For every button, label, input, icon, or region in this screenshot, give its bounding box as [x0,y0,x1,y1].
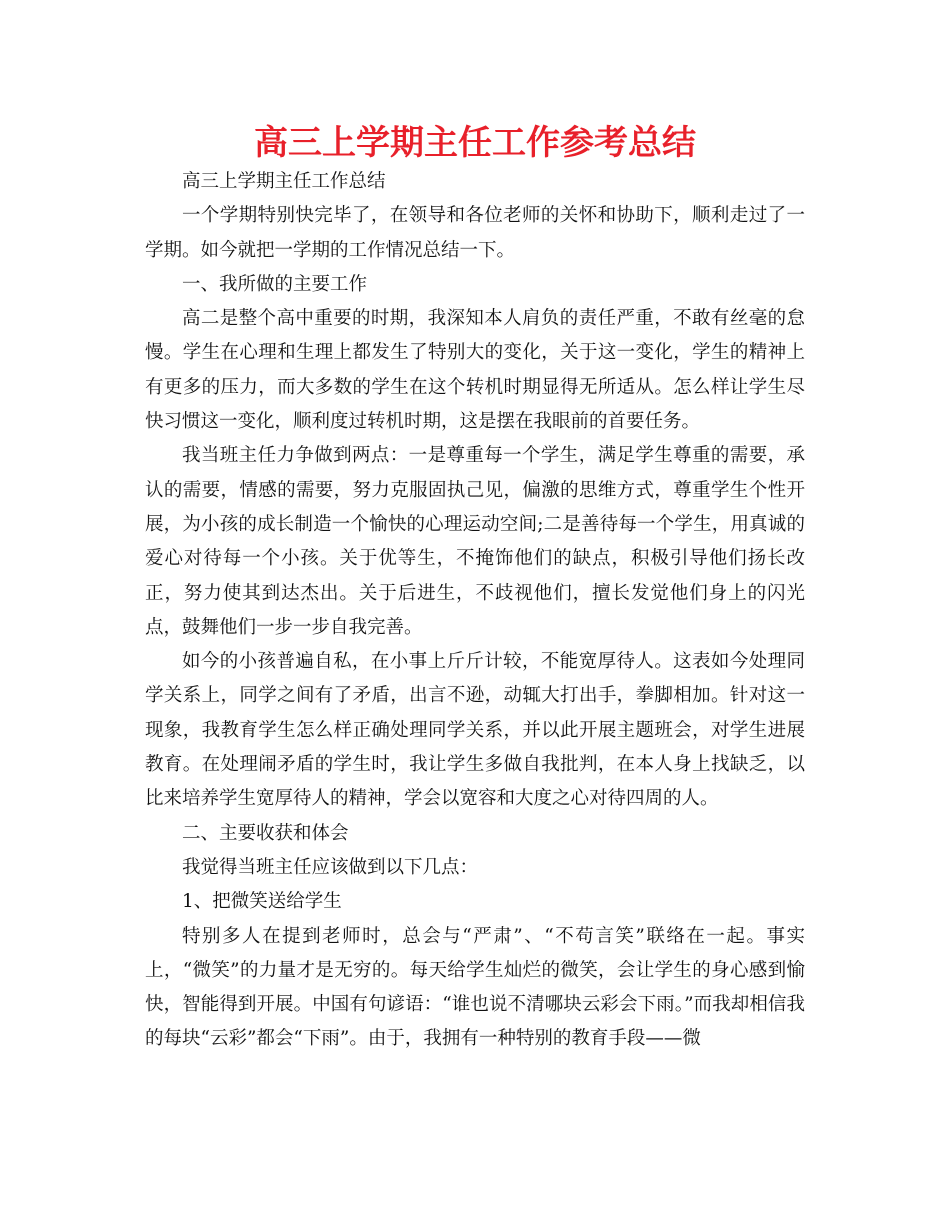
paragraph: 我当班主任力争做到两点：一是尊重每一个学生，满足学生尊重的需要，承认的需要，情感的需要，努力克服固执己见，偏激的思维方式，尊重学生个性开展，为小孩的成长制造一个愉快的心理运动空间;二是善待每一个学生，用真诚的爱心对待每一个小孩。关于优等生，不掩饰他们的缺点，积极引导他们扬长改正，努力使其到达杰出。关于后进生，不歧视他们，擅长发觉他们身上的闪光点，鼓舞他们一步一步自我完善。 [145,445,805,638]
paragraph: 我觉得当班主任应该做到以下几点： [182,856,479,878]
document-body [145,165,805,1057]
document-title: 高三上学期主任工作参考总结 [254,123,696,163]
paragraph: 特别多人在提到老师时，总会与“严肃”、“不苟言笑”联络在一起。事实上，“微笑”的力量才是无穷的。每天给学生灿烂的微笑，会让学生的身心感到愉快，智能得到开展。中国有句谚语：“谁也说不清哪块云彩会下雨。”而我却相信我的每块“云彩”都会“下雨”。由于，我拥有一种特别的教育手段——微 [145,925,805,1050]
paragraph-subtitle: 高三上学期主任工作总结 [182,171,386,192]
paragraph-intro: 一个学期特别快完毕了，在领导和各位老师的关怀和协助下，顺利走过了一学期。如今就把一学期的工作情况总结一下。 [145,205,805,261]
paragraph: 高二是整个高中重要的时期，我深知本人肩负的责任严重，不敢有丝毫的怠慢。学生在心理和生理上都发生了特别大的变化，关于这一变化，学生的精神上有更多的压力，而大多数的学生在这个转机时期显得无所适从。怎么样让学生尽快习惯这一变化，顺利度过转机时期，这是摆在我眼前的首要任务。 [145,308,805,433]
section-heading-main-work: 一、我所做的主要工作 [182,273,368,295]
section-heading-gains: 二、主要收获和体会 [182,822,349,844]
paragraph: 如今的小孩普遍自私，在小事上斤斤计较，不能宽厚待人。这表如今处理同学关系上，同学之间有了矛盾，出言不逊，动辄大打出手，拳脚相加。针对这一现象，我教育学生怎么样正确处理同学关系，并以此开展主题班会，对学生进展教育。在处理闹矛盾的学生时，我让学生多做自我批判，在本人身上找缺乏，以比来培养学生宽厚待人的精神，学会以宽容和大度之心对待四周的人。 [145,651,805,810]
subheading-smile: 1、把微笑送给学生 [182,891,342,913]
